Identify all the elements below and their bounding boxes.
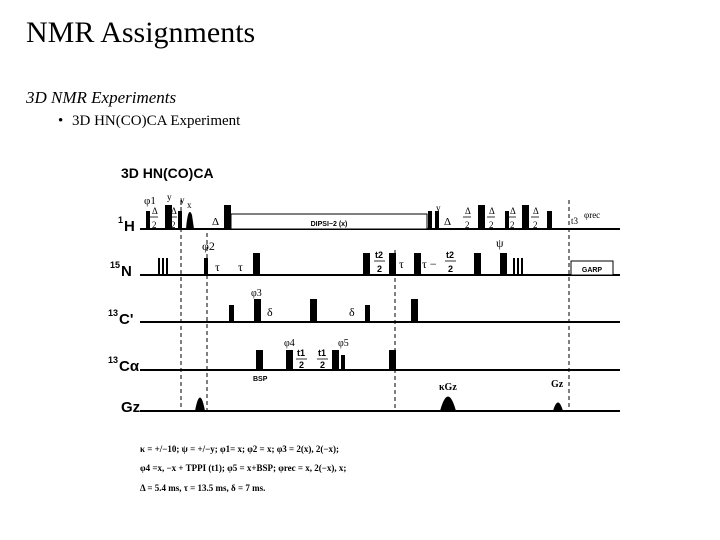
co-iso: 13	[108, 308, 119, 318]
two-5: 2	[510, 220, 515, 230]
delta1-label: Δ	[212, 216, 220, 228]
two-6: 2	[533, 220, 538, 230]
two-n2: 2	[448, 264, 454, 274]
t2-label-1: t2	[375, 250, 384, 260]
n-pulse	[500, 253, 507, 275]
x1-label: x	[187, 200, 192, 210]
h-pulse	[428, 211, 432, 229]
y4-label: y	[436, 203, 441, 213]
gz-name: Gz	[121, 399, 141, 416]
t1-label-1: t1	[297, 348, 306, 358]
co-pulse	[229, 305, 234, 322]
two-1: 2	[152, 220, 157, 230]
slide-title: NMR Assignments	[26, 16, 256, 49]
n-pulse	[521, 258, 523, 275]
n-annotations	[202, 236, 504, 274]
phi1-label: φ1	[144, 195, 156, 207]
gz-grad-label: Gz	[551, 379, 564, 390]
co-pulse	[365, 305, 370, 322]
y1-label: y	[167, 192, 172, 202]
h-pulse	[522, 205, 529, 229]
diagram-title: 3D HN(CO)CA	[121, 165, 214, 181]
phi2-label: φ2	[202, 239, 215, 253]
ca-name: Cα	[119, 358, 140, 375]
t3-label: t3	[571, 216, 579, 226]
n-pulse	[363, 253, 370, 275]
delta-half-3: Δ	[465, 206, 471, 216]
n-pulse	[474, 253, 481, 275]
phi4-label: φ4	[284, 338, 295, 349]
delta-half-5: Δ	[510, 206, 516, 216]
co-pulse	[310, 299, 317, 322]
phirec-label: φrec	[584, 210, 601, 220]
garp-label: GARP	[581, 267, 603, 274]
phi3-label: φ3	[251, 288, 262, 299]
bsp-label: BSP	[253, 376, 268, 383]
t2-label-2: t2	[446, 250, 455, 260]
bullet-text: 3D HN(CO)CA Experiment	[72, 113, 241, 129]
delta2-label: Δ	[444, 216, 452, 228]
delta-half-1: Δ	[152, 206, 158, 216]
co-pulse	[254, 299, 261, 322]
bullet-dot-icon: •	[58, 113, 64, 129]
ca-pulse	[256, 350, 263, 370]
co-annotations	[251, 288, 355, 319]
n-pulse	[414, 253, 421, 275]
n-pulse	[253, 253, 260, 275]
h-pulse	[547, 211, 552, 229]
y2-label: y	[180, 195, 185, 205]
dipsi-label: DIPSI−2 (x)	[310, 221, 348, 228]
delta-half-2: Δ	[171, 206, 177, 216]
two-ca2: 2	[320, 360, 326, 370]
co-delta2: δ	[349, 305, 355, 319]
n-pulse	[158, 258, 160, 275]
n-pulse	[389, 253, 396, 275]
gradient-pulse	[553, 403, 563, 412]
slide-subtitle: 3D NMR Experiments	[26, 88, 177, 107]
tau1-label: τ	[215, 260, 220, 274]
n-pulse	[204, 258, 208, 275]
gradient-pulse	[195, 398, 205, 412]
h-iso: 1	[118, 215, 124, 225]
y3-label: y	[224, 203, 229, 213]
tau-minus-label: τ −	[422, 257, 437, 271]
delta-half-6: Δ	[533, 206, 539, 216]
co-pulses	[229, 299, 418, 322]
gradient-pulse	[440, 397, 456, 412]
ca-pulse	[341, 355, 345, 370]
two-ca1: 2	[299, 360, 305, 370]
note-line-3: Δ = 5.4 ms, τ = 13.5 ms, δ = 7 ms.	[140, 483, 266, 493]
ca-iso: 13	[108, 355, 119, 365]
timing-guides	[181, 200, 569, 410]
h-pulse	[178, 211, 182, 229]
n-pulse	[517, 258, 519, 275]
ca-pulse	[286, 350, 293, 370]
n-pulse	[162, 258, 164, 275]
phi5-label: φ5	[338, 338, 349, 349]
co-delta1: δ	[267, 305, 273, 319]
h-shaped-pulse	[186, 212, 194, 229]
two-n1: 2	[377, 264, 383, 274]
tau2-label: τ	[238, 260, 243, 274]
two-2: 2	[171, 220, 176, 230]
n-pulses	[158, 253, 523, 275]
h-pulse	[146, 211, 150, 229]
ca-pulse	[332, 350, 339, 370]
note-line-2: φ4 =x, −x + TPPI (t1); φ5 = x+BSP; φrec = x, 2(−x), x;	[140, 463, 347, 473]
h-pulse	[435, 211, 439, 229]
co-pulse	[411, 299, 418, 322]
t1-label-2: t1	[318, 348, 327, 358]
n-pulse	[166, 258, 168, 275]
two-3: 2	[465, 220, 470, 230]
n-pulse	[513, 258, 515, 275]
tau3-label: τ	[399, 257, 404, 271]
h-name: H	[124, 218, 135, 235]
gradients	[195, 397, 563, 412]
psi-label: ψ	[496, 236, 504, 250]
h-pulse	[505, 211, 509, 229]
parameter-notes	[140, 444, 346, 493]
channel-labels	[108, 215, 140, 416]
n-iso: 15	[110, 260, 121, 270]
delta-half-4: Δ	[489, 206, 495, 216]
ca-pulse	[389, 350, 396, 370]
kgz-label: κGz	[439, 382, 457, 393]
co-name: C'	[119, 311, 134, 328]
note-line-1: κ = +/−10; ψ = +/−y; φ1= x; φ2 = x; φ3 = 2(x), 2(−x);	[140, 444, 340, 454]
n-name: N	[121, 263, 132, 280]
two-4: 2	[489, 220, 494, 230]
h-pulse	[478, 205, 485, 229]
